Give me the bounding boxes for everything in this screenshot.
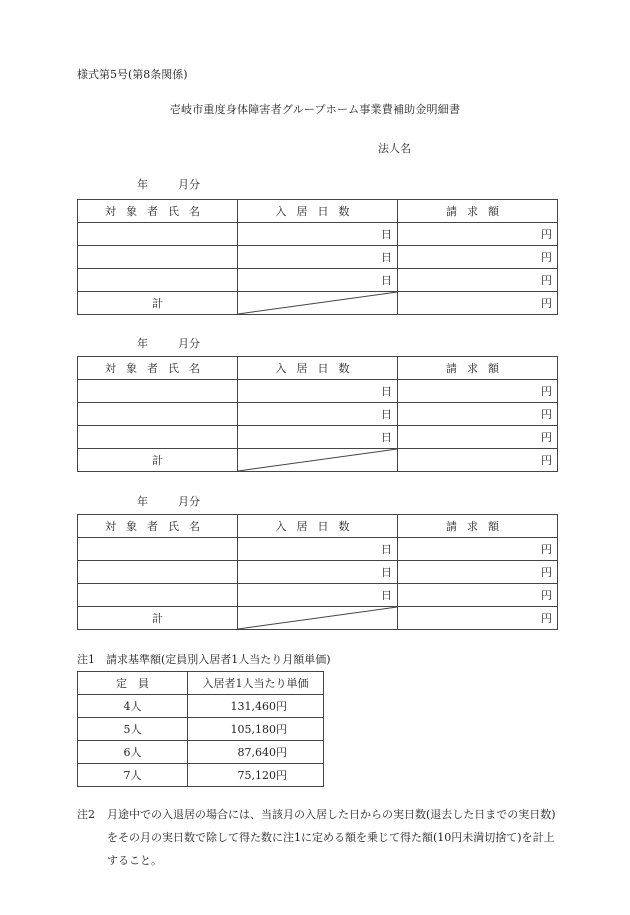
amount-cell[interactable]: 円: [398, 246, 558, 269]
total-amount-cell[interactable]: 円: [398, 292, 558, 315]
days-cell[interactable]: 日: [238, 561, 398, 584]
table-row: [78, 426, 558, 449]
year-label: 年: [137, 337, 148, 350]
name-cell[interactable]: [78, 538, 238, 561]
table-row: [78, 269, 558, 292]
rate-header-row: [78, 672, 324, 695]
subsidy-table: [77, 514, 558, 630]
name-cell[interactable]: [78, 380, 238, 403]
total-label: 計: [78, 449, 238, 472]
capacity-cell: 4人: [78, 695, 188, 718]
capacity-cell: 5人: [78, 718, 188, 741]
table-row: [78, 380, 558, 403]
note2-text: 月途中での入退居の場合には、当該月の入居した日からの実日数(退去した日までの実日数)をその月の実日数で除して得た数に注1に定める額を乗じて得た額(10円未満切捨て)を計上すること。: [107, 808, 556, 867]
name-cell[interactable]: [78, 561, 238, 584]
subsidy-table: [77, 356, 558, 472]
price-cell: 75,120円: [188, 764, 324, 787]
days-cell[interactable]: 日: [238, 380, 398, 403]
table-header-row: [78, 200, 558, 223]
table-row: [78, 403, 558, 426]
total-row: [78, 292, 558, 315]
price-cell: 105,180円: [188, 718, 324, 741]
header-unit-price: 入居者1人当たり単価: [188, 672, 324, 695]
total-amount-cell[interactable]: 円: [398, 449, 558, 472]
amount-cell[interactable]: 円: [398, 584, 558, 607]
table-row: [78, 561, 558, 584]
days-cell[interactable]: 日: [238, 403, 398, 426]
days-cell[interactable]: 日: [238, 223, 398, 246]
form-number: 様式第5号(第8条関係): [77, 68, 188, 81]
table-row: [78, 246, 558, 269]
rate-row: [78, 741, 324, 764]
year-month-label: [137, 176, 200, 192]
rate-row: [78, 695, 324, 718]
name-cell[interactable]: [78, 584, 238, 607]
subsidy-table: [77, 199, 558, 315]
price-cell: 131,460円: [188, 695, 324, 718]
header-amount: 請求額: [398, 200, 558, 223]
total-amount-cell[interactable]: 円: [398, 607, 558, 630]
month-label: 月分: [178, 178, 200, 191]
header-days: 入居日数: [238, 515, 398, 538]
table-row: [78, 584, 558, 607]
note2: [77, 803, 557, 872]
table-row: [78, 223, 558, 246]
diagonal-line: [238, 449, 397, 471]
amount-cell[interactable]: 円: [398, 269, 558, 292]
rate-row: [78, 764, 324, 787]
name-cell[interactable]: [78, 223, 238, 246]
capacity-cell: 6人: [78, 741, 188, 764]
month-label: 月分: [178, 495, 200, 508]
days-cell[interactable]: 日: [238, 269, 398, 292]
diagonal-cell: [238, 607, 398, 630]
rate-row: [78, 718, 324, 741]
document-title: 壱岐市重度身体障害者グループホーム事業費補助金明細書: [169, 103, 461, 116]
month-label: 月分: [178, 337, 200, 350]
header-capacity: 定 員: [78, 672, 188, 695]
total-label: 計: [78, 292, 238, 315]
amount-cell[interactable]: 円: [398, 426, 558, 449]
header-amount: 請求額: [398, 515, 558, 538]
amount-cell[interactable]: 円: [398, 380, 558, 403]
year-month-label: [137, 493, 200, 509]
days-cell[interactable]: 日: [238, 426, 398, 449]
total-row: [78, 607, 558, 630]
name-cell[interactable]: [78, 426, 238, 449]
table-header-row: [78, 357, 558, 380]
days-cell[interactable]: 日: [238, 584, 398, 607]
header-target-name: 対象者氏名: [78, 200, 238, 223]
year-label: 年: [137, 495, 148, 508]
name-cell[interactable]: [78, 246, 238, 269]
table-header-row: [78, 515, 558, 538]
header-days: 入居日数: [238, 200, 398, 223]
amount-cell[interactable]: 円: [398, 223, 558, 246]
capacity-cell: 7人: [78, 764, 188, 787]
amount-cell[interactable]: 円: [398, 538, 558, 561]
header-days: 入居日数: [238, 357, 398, 380]
name-cell[interactable]: [78, 269, 238, 292]
amount-cell[interactable]: 円: [398, 403, 558, 426]
amount-cell[interactable]: 円: [398, 561, 558, 584]
note2-label: 注2: [77, 808, 95, 821]
total-label: 計: [78, 607, 238, 630]
year-month-label: [137, 335, 200, 351]
diagonal-cell: [238, 449, 398, 472]
total-row: [78, 449, 558, 472]
rate-table: [77, 671, 324, 787]
diagonal-cell: [238, 292, 398, 315]
days-cell[interactable]: 日: [238, 538, 398, 561]
diagonal-line: [238, 292, 397, 314]
price-cell: 87,640円: [188, 741, 324, 764]
year-label: 年: [137, 178, 148, 191]
name-cell[interactable]: [78, 403, 238, 426]
corporation-name-label: 法人名: [378, 142, 411, 155]
table-row: [78, 538, 558, 561]
header-target-name: 対象者氏名: [78, 515, 238, 538]
diagonal-line: [238, 607, 397, 629]
header-amount: 請求額: [398, 357, 558, 380]
days-cell[interactable]: 日: [238, 246, 398, 269]
note1-label: 注1 請求基準額(定員別入居者1人当たり月額単価): [77, 653, 331, 666]
header-target-name: 対象者氏名: [78, 357, 238, 380]
